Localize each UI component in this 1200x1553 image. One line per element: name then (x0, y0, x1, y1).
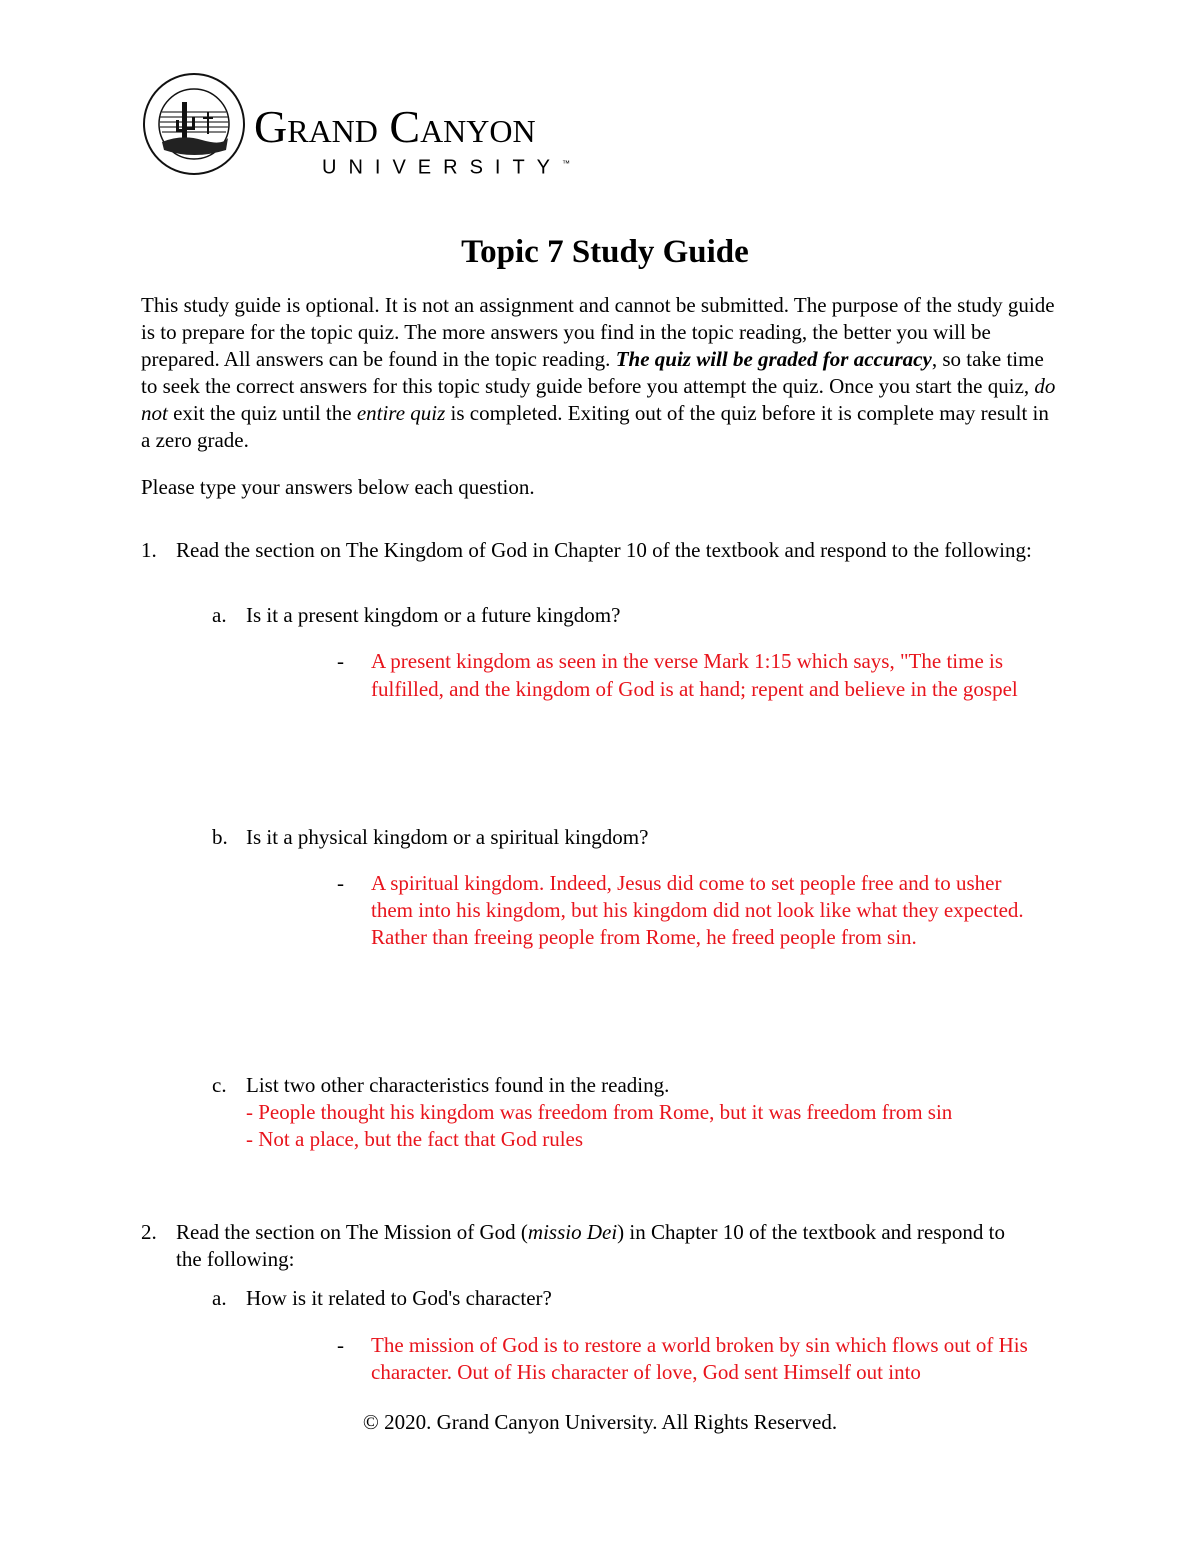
q2a-letter: a. (212, 1286, 227, 1310)
q1b-text: Is it a physical kingdom or a spiritual kingdom? (246, 825, 649, 849)
q1a-dash: - (337, 649, 344, 673)
q1a-answer[interactable]: A present kingdom as seen in the verse Mark 1:15 which says, "The time is fulfilled, and the kingdom of God is at hand; repent and believe in the gospel (371, 649, 1018, 701)
q1c-text: List two other characteristics found in the reading. (246, 1073, 670, 1097)
q1c-answer-1[interactable]: - People thought his kingdom was freedom from Rome, but it was freedom from sin (246, 1100, 953, 1124)
q2a-answer[interactable]: The mission of God is to restore a world broken by sin which flows out of His character. Out of His character of love, God sent Himself out into (371, 1333, 1028, 1384)
q2a-dash: - (337, 1333, 344, 1357)
university-seal-icon (142, 72, 246, 176)
logo-university: UNIVERSITY™ (322, 156, 571, 179)
q2a-text: How is it related to God's character? (246, 1286, 552, 1310)
intro-paragraph: This study guide is optional. It is not an assignment and cannot be submitted. The purpose of the study guide is to prepare for the topic quiz. The more answers you find in the topic reading, the better you will be prepared. All answers can be found in the topic reading. The quiz will be graded for accuracy, so take time to seek the correct answers for this topic study guide before you attempt the quiz. Once you start the quiz, do not exit the quiz until the entire quiz is completed. Exiting out of the quiz before it is complete may result in a zero grade. (141, 293, 1056, 452)
logo-wordmark: Grand Canyon (254, 101, 536, 152)
question-1-text: Read the section on The Kingdom of God in Chapter 10 of the textbook and respond to the following: (176, 538, 1032, 562)
page-title: Topic 7 Study Guide (461, 234, 749, 270)
q1a-text: Is it a present kingdom or a future kingdom? (246, 603, 621, 627)
q1b-letter: b. (212, 825, 228, 849)
copyright-footer: © 2020. Grand Canyon University. All Rights Reserved. (362, 1410, 838, 1434)
q1b-dash: - (337, 871, 344, 895)
q1b-answer[interactable]: A spiritual kingdom. Indeed, Jesus did come to set people free and to usher them into his kingdom, but his kingdom did not look like what they expected. Rather than freeing people from Rome, he freed people from sin. (371, 871, 1024, 949)
instruction: Please type your answers below each question. (141, 475, 535, 499)
question-1-number: 1. (141, 538, 157, 562)
question-2-text: Read the section on The Mission of God (missio Dei) in Chapter 10 of the textbook and respond to the following: (176, 1220, 1005, 1271)
q1a-letter: a. (212, 603, 227, 627)
q1c-answer-2[interactable]: - Not a place, but the fact that God rules (246, 1127, 584, 1151)
university-logo (140, 70, 620, 180)
question-2-number: 2. (141, 1220, 157, 1244)
q1c-letter: c. (212, 1073, 227, 1097)
